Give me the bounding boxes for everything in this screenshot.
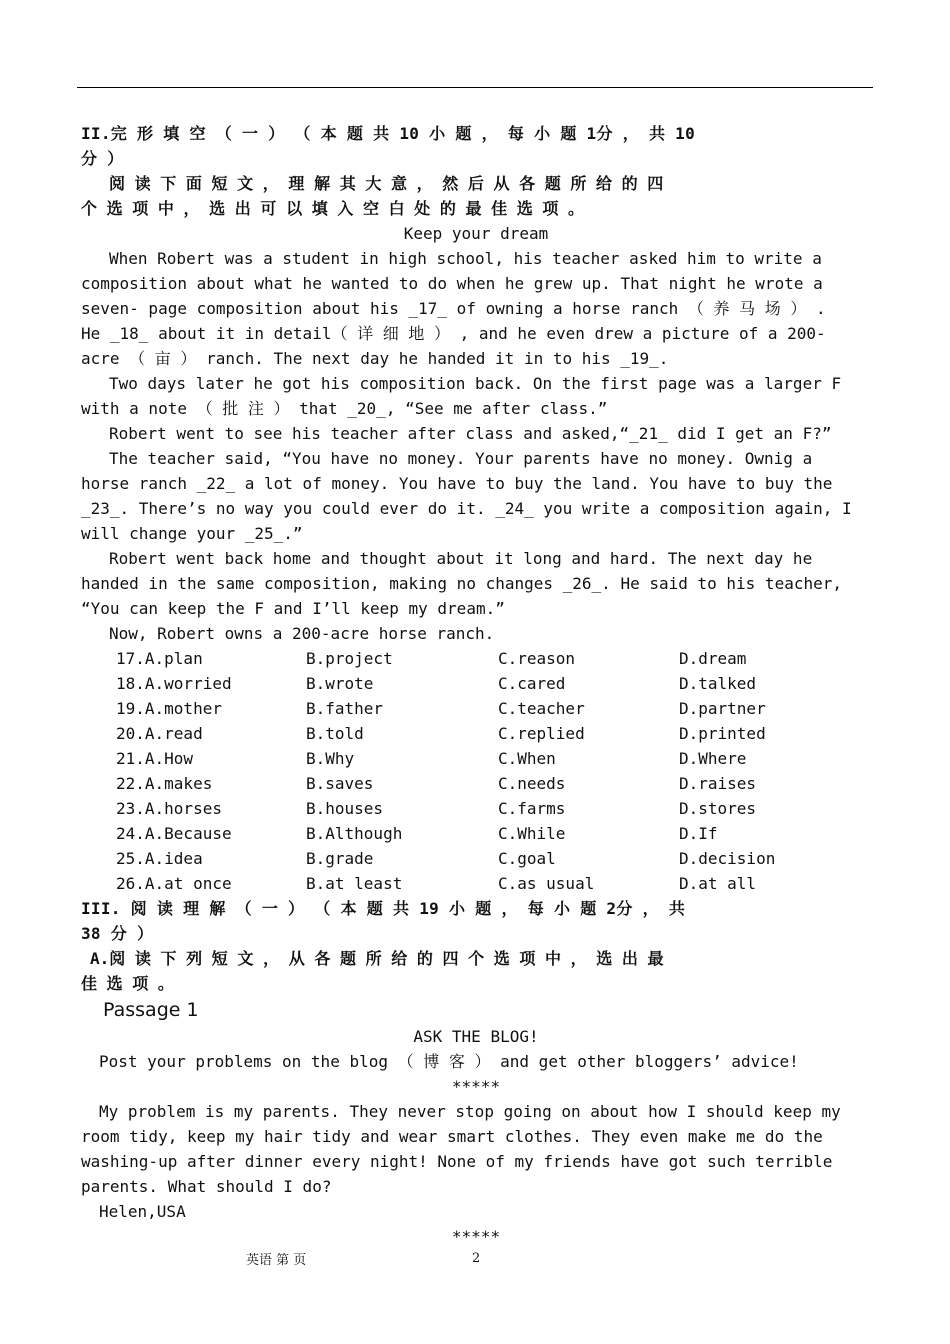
- option-d: D.talked: [679, 674, 757, 693]
- story-line: Now, Robert owns a 200-acre horse ranch.: [109, 624, 495, 643]
- option-d: D.raises: [679, 774, 757, 793]
- story-line: horse ranch _22_ a lot of money. You have to buy the land. You have to buy the: [81, 474, 833, 493]
- story-line: The teacher said, “You have no money. Your parents have no money. Ownig a: [109, 449, 813, 468]
- section3-instructions-cont: 佳 选 项 。: [81, 974, 174, 993]
- option-c: C.farms: [498, 799, 566, 818]
- section2-title-cont: 分 ）: [81, 149, 124, 168]
- story-line: “You can keep the F and I’ll keep my dream.”: [81, 599, 505, 618]
- option-row: [81, 871, 871, 896]
- story-line: with a note （ 批 注 ） that _20_, “See me after class.”: [81, 399, 608, 418]
- option-a: 26.A.at once: [116, 874, 232, 893]
- option-a: 21.A.How: [116, 749, 194, 768]
- header-rule: [77, 87, 873, 88]
- separator-stars: *****: [451, 1227, 501, 1246]
- option-b: B.father: [306, 699, 384, 718]
- option-row: [81, 771, 871, 796]
- story-title: Keep your dream: [403, 224, 549, 243]
- story-line: seven- page composition about his _17_ of owning a horse ranch （ 养 马 场 ） .: [81, 299, 826, 318]
- option-c: C.needs: [498, 774, 566, 793]
- footer-label: 英语 第 页: [246, 1253, 307, 1268]
- option-d: D.If: [679, 824, 718, 843]
- option-c: C.When: [498, 749, 556, 768]
- option-b: B.houses: [306, 799, 384, 818]
- story-line: _23_. There’s no way you could ever do it. _24_ you write a composition again, I: [81, 499, 852, 518]
- story-line: Two days later he got his composition back. On the first page was a larger F: [109, 374, 842, 393]
- page-number: 2: [472, 1251, 481, 1266]
- section2-title: II.完 形 填 空 （ 一 ） （ 本 题 共 10 小 题 ， 每 小 题 1分 ， 共 10: [81, 124, 696, 143]
- options-list: [81, 646, 871, 896]
- section2-instructions-cont: 个 选 项 中 ， 选 出 可 以 填 入 空 白 处 的 最 佳 选 项 。: [81, 199, 585, 218]
- option-b: B.at least: [306, 874, 403, 893]
- passage-label: Passage 1: [103, 999, 199, 1021]
- option-row: [81, 721, 871, 746]
- option-row: [81, 821, 871, 846]
- option-a: 25.A.idea: [116, 849, 203, 868]
- option-a: 18.A.worried: [116, 674, 232, 693]
- option-b: B.told: [306, 724, 364, 743]
- option-b: B.saves: [306, 774, 374, 793]
- letter-line: washing-up after dinner every night! None of my friends have got such terrible: [81, 1152, 833, 1171]
- option-row: [81, 696, 871, 721]
- letter-line: parents. What should I do?: [81, 1177, 332, 1196]
- option-c: C.replied: [498, 724, 585, 743]
- section3-instructions: A.阅 读 下 列 短 文 ， 从 各 题 所 给 的 四 个 选 项 中 ， 选 出 最: [90, 949, 664, 968]
- option-row: [81, 746, 871, 771]
- option-c: C.teacher: [498, 699, 585, 718]
- option-a: 19.A.mother: [116, 699, 222, 718]
- option-a: 23.A.horses: [116, 799, 222, 818]
- option-d: D.dream: [679, 649, 747, 668]
- option-b: B.wrote: [306, 674, 374, 693]
- story-line: acre （ 亩 ） ranch. The next day he handed it in to his _19_.: [81, 349, 669, 368]
- option-c: C.reason: [498, 649, 576, 668]
- story-line: When Robert was a student in high school, his teacher asked him to write a: [109, 249, 822, 268]
- option-a: 17.A.plan: [116, 649, 203, 668]
- story-line: handed in the same composition, making no changes _26_. He said to his teacher,: [81, 574, 842, 593]
- option-c: C.While: [498, 824, 566, 843]
- story-line: Robert went to see his teacher after class and asked,“_21_ did I get an F?”: [109, 424, 832, 443]
- option-b: B.project: [306, 649, 393, 668]
- option-a: 22.A.makes: [116, 774, 213, 793]
- option-d: D.partner: [679, 699, 766, 718]
- option-b: B.Why: [306, 749, 355, 768]
- document-body: [81, 121, 871, 1249]
- option-b: B.grade: [306, 849, 374, 868]
- story-line: composition about what he wanted to do when he grew up. That night he wrote a: [81, 274, 823, 293]
- option-row: [81, 646, 871, 671]
- section3-title-cont: 38 分 ）: [81, 924, 154, 943]
- option-a: 24.A.Because: [116, 824, 232, 843]
- separator-stars: *****: [451, 1077, 501, 1096]
- letter-line: My problem is my parents. They never stop going on about how I should keep my: [99, 1102, 841, 1121]
- option-row: [81, 846, 871, 871]
- option-b: B.Although: [306, 824, 403, 843]
- option-c: C.as usual: [498, 874, 595, 893]
- letter-signature: Helen,USA: [99, 1202, 186, 1221]
- option-d: D.printed: [679, 724, 766, 743]
- section2-instructions: 阅 读 下 面 短 文 ， 理 解 其 大 意 ， 然 后 从 各 题 所 给 的 四: [109, 174, 664, 193]
- option-row: [81, 671, 871, 696]
- option-a: 20.A.read: [116, 724, 203, 743]
- letter-line: room tidy, keep my hair tidy and wear smart clothes. They even make me do the: [81, 1127, 823, 1146]
- option-c: C.goal: [498, 849, 556, 868]
- option-c: C.cared: [498, 674, 566, 693]
- option-d: D.Where: [679, 749, 747, 768]
- blog-title: ASK THE BLOG!: [413, 1027, 539, 1046]
- story-line: will change your _25_.”: [81, 524, 303, 543]
- option-row: [81, 796, 871, 821]
- option-d: D.stores: [679, 799, 757, 818]
- option-d: D.at all: [679, 874, 757, 893]
- section3-title: III. 阅 读 理 解 （ 一 ） （ 本 题 共 19 小 题 ， 每 小 题 2分 ， 共: [81, 899, 686, 918]
- story-line: Robert went back home and thought about it long and hard. The next day he: [109, 549, 813, 568]
- blog-subtitle: Post your problems on the blog （ 博 客 ） and get other bloggers’ advice!: [99, 1052, 799, 1071]
- story-line: He _18_ about it in detail（ 详 细 地 ） , and he even drew a picture of a 200-: [81, 324, 826, 343]
- option-d: D.decision: [679, 849, 776, 868]
